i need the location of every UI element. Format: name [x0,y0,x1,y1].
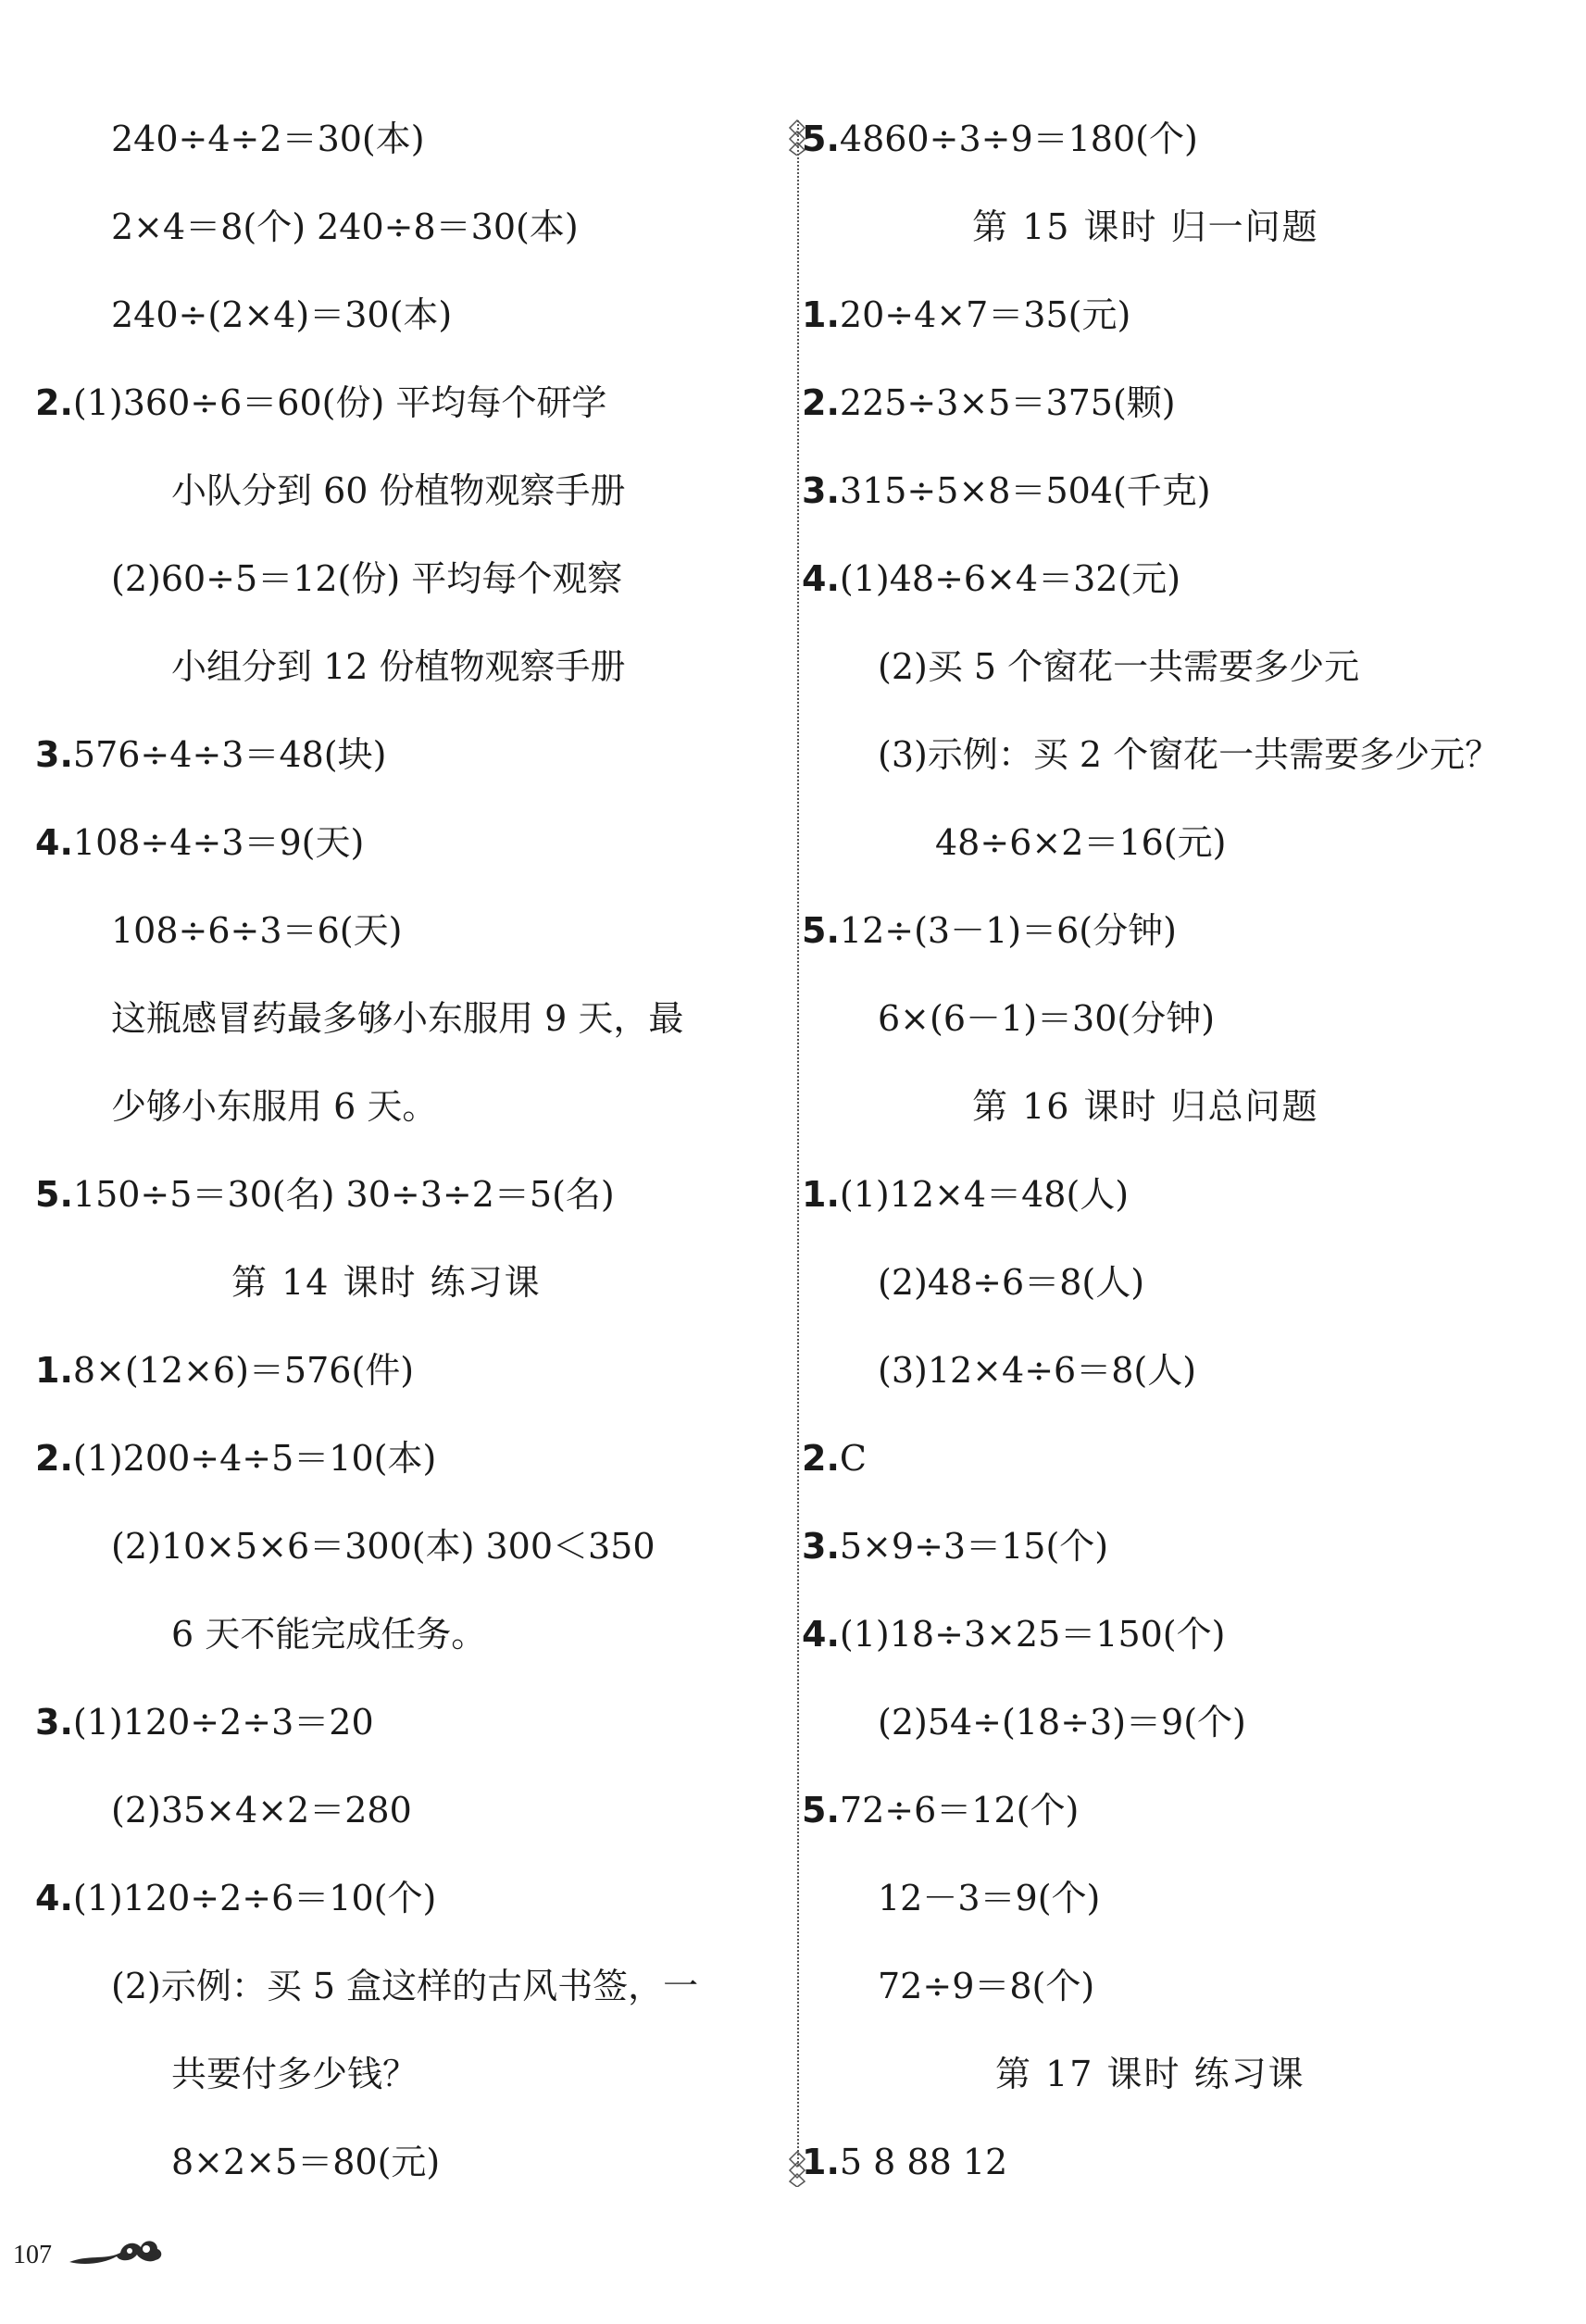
answer-text: 8×(12×6)＝576(件) [72,1350,415,1391]
divider-ornament-bottom [788,2150,806,2187]
answer-text: (1)120÷2÷3＝20 [72,1702,374,1743]
answer-text: 108÷6÷3＝6(天) [111,910,403,951]
answer-line [878,1343,1196,1398]
answer-line [171,463,626,519]
page-number: 107 [13,2241,52,2269]
question-number: 2. [35,1438,73,1479]
answer-text: 150÷5＝30(名) 30÷3÷2＝5(名) [72,1174,615,1215]
answer-line [878,1694,1246,1750]
answer-line [802,1782,1079,1838]
section-heading [231,1255,542,1310]
question-number: 3. [802,470,840,511]
question-number: 4. [35,822,73,863]
question-number: 4. [802,1614,840,1655]
question-number: 5. [802,910,840,951]
answer-line [35,1870,436,1926]
answer-text: 第 17 课时 练习课 [995,2054,1305,2094]
answer-line [111,1079,437,1134]
answer-text: 小队分到 60 份植物观察手册 [171,470,626,511]
answer-text: (1)360÷6＝60(份) 平均每个研学 [72,382,607,423]
answer-text: 第 14 课时 练习课 [231,1262,542,1303]
question-number: 3. [35,734,73,775]
answer-text: 8×2×5＝80(元) [171,2142,441,2182]
answer-text: 576÷4÷3＝48(块) [72,734,387,775]
answer-line [802,1518,1108,1574]
question-number: 5. [802,119,840,159]
answer-line [35,727,386,782]
question-number: 1. [35,1350,73,1391]
answer-text: (2)60÷5＝12(份) 平均每个观察 [111,558,623,599]
answer-text: 6×(6－1)＝30(分钟) [878,998,1216,1039]
question-number: 1. [802,2142,840,2182]
answer-line [802,375,1176,431]
answer-text: (1)18÷3×25＝150(个) [839,1614,1226,1655]
section-heading [995,2046,1305,2102]
question-number: 1. [802,294,840,335]
answer-text: 第 16 课时 归总问题 [972,1086,1319,1127]
answer-line [171,1606,486,1662]
answer-line [35,1167,615,1222]
cloud-ornament-icon [65,2227,167,2268]
answer-line [802,1606,1225,1662]
answer-text: 108÷4÷3＝9(天) [72,822,365,863]
answer-text: (3)示例：买 2 个窗花一共需要多少元？ [878,734,1501,775]
answer-line [878,991,1215,1046]
answer-line [111,991,683,1046]
answer-text: (3)12×4÷6＝8(人) [878,1350,1197,1391]
answer-line [878,1958,1094,2014]
answer-line [935,815,1226,870]
answer-line [171,2134,440,2190]
answer-line [878,727,1500,782]
question-number: 2. [802,382,840,423]
answer-line [111,1782,412,1838]
answer-line [802,2134,1007,2190]
answer-line [111,551,622,606]
question-number: 5. [802,1790,840,1830]
question-number: 2. [35,382,73,423]
answer-text: 72÷6＝12(个) [839,1790,1080,1830]
answer-line [111,1958,698,2014]
answer-text: 240÷4÷2＝30(本) [111,119,425,159]
question-number: 2. [802,1438,840,1479]
answer-text: 72÷9＝8(个) [878,1966,1095,2006]
answer-line [111,903,402,958]
question-number: 5. [35,1174,73,1215]
answer-text: (2)买 5 个窗花一共需要多少元 [878,646,1360,687]
answer-text: 20÷4×7＝35(元) [839,294,1131,335]
answer-text: 5 8 88 12 [839,2142,1008,2182]
answer-text: 12－3＝9(个) [878,1878,1101,1918]
answer-line [878,1255,1144,1310]
answer-line [802,1167,1129,1222]
answer-text: 2×4＝8(个) 240÷8＝30(本) [111,206,579,247]
section-heading [972,199,1319,255]
answer-line [171,2046,418,2102]
answer-text: (2)35×4×2＝280 [111,1790,412,1830]
answer-line [802,1431,867,1486]
answer-text: 这瓶感冒药最多够小东服用 9 天，最 [111,998,684,1039]
question-number: 4. [35,1878,73,1918]
answer-text: 225÷3×5＝375(颗) [839,382,1176,423]
answer-text: 小组分到 12 份植物观察手册 [171,646,626,687]
answer-text: 5×9÷3＝15(个) [839,1526,1109,1567]
section-heading [972,1079,1319,1134]
answer-line [35,815,364,870]
answer-text: (2)54÷(18÷3)＝9(个) [878,1702,1246,1743]
answer-line [111,287,452,343]
answer-text: 4860÷3÷9＝180(个) [839,119,1198,159]
answer-text: 315÷5×8＝504(千克) [839,470,1211,511]
answer-line [35,1431,436,1486]
question-number: 3. [802,1526,840,1567]
answer-line [35,1343,414,1398]
answer-text: (1)120÷2÷6＝10(个) [72,1878,437,1918]
answer-text: C [839,1438,867,1479]
answer-text: 240÷(2×4)＝30(本) [111,294,453,335]
question-number: 4. [802,558,840,599]
answer-line [35,375,606,431]
answer-text: 48÷6×2＝16(元) [935,822,1227,863]
answer-line [802,903,1177,958]
answer-text: 少够小东服用 6 天。 [111,1086,438,1127]
question-number: 3. [35,1702,73,1743]
answer-line [111,111,425,167]
answer-line [111,1518,656,1574]
answer-line [35,1694,374,1750]
answer-line [878,1870,1100,1926]
answer-line [802,111,1198,167]
answer-text: (2)48÷6＝8(人) [878,1262,1145,1303]
answer-text: (1)12×4＝48(人) [839,1174,1130,1215]
answer-text: (2)10×5×6＝300(本) 300＜350 [111,1526,656,1567]
answer-line [802,287,1130,343]
answer-text: 12÷(3－1)＝6(分钟) [839,910,1177,951]
answer-line [802,463,1211,519]
answer-line [111,199,579,255]
divider-ornament-top [788,119,806,156]
answer-line [802,551,1180,606]
answer-line [878,639,1359,694]
answer-text: (1)200÷4÷5＝10(本) [72,1438,437,1479]
question-number: 1. [802,1174,840,1215]
answer-text: 6 天不能完成任务。 [171,1614,487,1655]
answer-text: (2)示例：买 5 盒这样的古风书签，一 [111,1966,699,2006]
column-divider [797,120,799,2167]
answer-line [171,639,626,694]
answer-text: (1)48÷6×4＝32(元) [839,558,1181,599]
answer-text: 共要付多少钱？ [171,2054,418,2094]
answer-text: 第 15 课时 归一问题 [972,206,1319,247]
